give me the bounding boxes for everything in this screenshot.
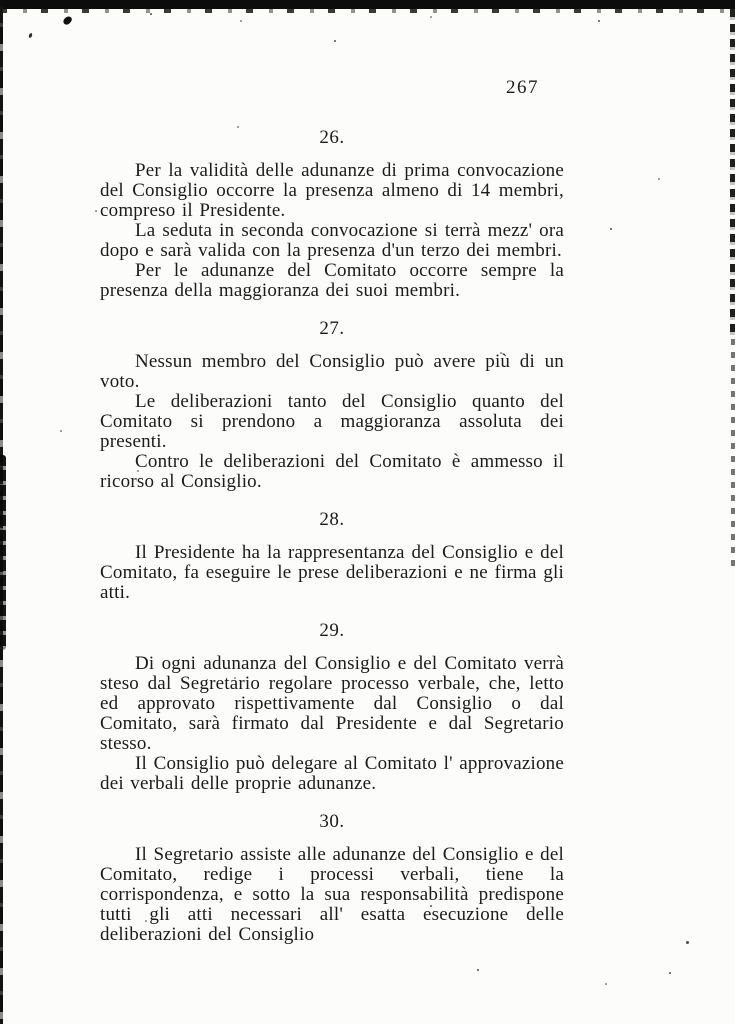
article-30-heading: 30. [319, 811, 345, 832]
ink-speck [150, 13, 152, 15]
article-29-paragraph: Il Consiglio può delegare al Comitato l' approvazione dei verbali delle proprie adunanze. [100, 753, 564, 794]
ink-speck [598, 20, 600, 22]
scan-artifact-top-edge-ragged [0, 9, 735, 13]
text-column [100, 128, 564, 945]
article-28-heading: 28. [319, 509, 345, 530]
article-29-paragraph: Di ogni adunanza del Consiglio e del Comitato verrà steso dal Segretario regolare processo verbale, che, letto ed approvato rispettivamente dal Consiglio o dal Comitato, sarà firmato dal Presidente e dal Segretario stesso. [100, 653, 564, 754]
ink-speck [60, 430, 62, 432]
article-28-paragraph: Il Presidente ha la rappresentanza del Consiglio e del Comitato, fa eseguire le prese deliberazioni e ne firma gli atti. [100, 542, 564, 603]
article-27-paragraph: Contro le deliberazioni del Comitato è ammesso il ricorso al Consiglio. [100, 451, 564, 492]
scan-artifact-right-edge-lower [731, 339, 735, 567]
ink-speck [610, 228, 612, 230]
article-26-paragraph: Per le adunanze del Comitato occorre sempre la presenza della maggioranza dei suoi membri. [100, 260, 564, 301]
article-29-heading: 29. [319, 620, 345, 641]
ink-speck [240, 20, 242, 22]
article-27-heading: 27. [319, 318, 345, 339]
ink-speck [334, 40, 336, 42]
ink-speck [95, 210, 97, 212]
article-26-heading: 26. [319, 127, 345, 148]
article-26-paragraph: Per la validità delle adunanze di prima convocazione del Consiglio occorre la presenza almeno di 14 membri, compreso il Presidente. [100, 160, 564, 221]
ink-speck [686, 941, 689, 944]
article-27-paragraph: Le deliberazioni tanto del Consiglio quanto del Comitato si prendono a maggioranza assoluta dei presenti. [100, 391, 564, 452]
ink-blot [62, 15, 73, 26]
scan-artifact-left-blotch [0, 455, 6, 650]
scan-artifact-top-edge [0, 0, 735, 9]
ink-speck [658, 178, 660, 180]
scan-artifact-right-edge [730, 9, 735, 339]
page-number: 267 [506, 77, 539, 98]
ink-blot [28, 33, 33, 39]
article-30-paragraph: Il Segretario assiste alle adunanze del Consiglio e del Comitato, redige i processi verbali, tiene la corrispondenza, e sotto la sua responsabilità predispone tutti gli atti necessari all' esatta esecuzione delle deliberazioni del Consiglio [100, 844, 564, 945]
ink-speck [430, 16, 432, 18]
ink-speck [605, 983, 607, 985]
ink-speck [669, 972, 671, 974]
article-26-paragraph: La seduta in seconda convocazione si terrà mezz' ora dopo e sarà valida con la presenza d'un terzo dei membri. [100, 220, 564, 261]
article-27-paragraph: Nessun membro del Consiglio può avere più di un voto. [100, 351, 564, 392]
ink-speck [477, 969, 479, 971]
